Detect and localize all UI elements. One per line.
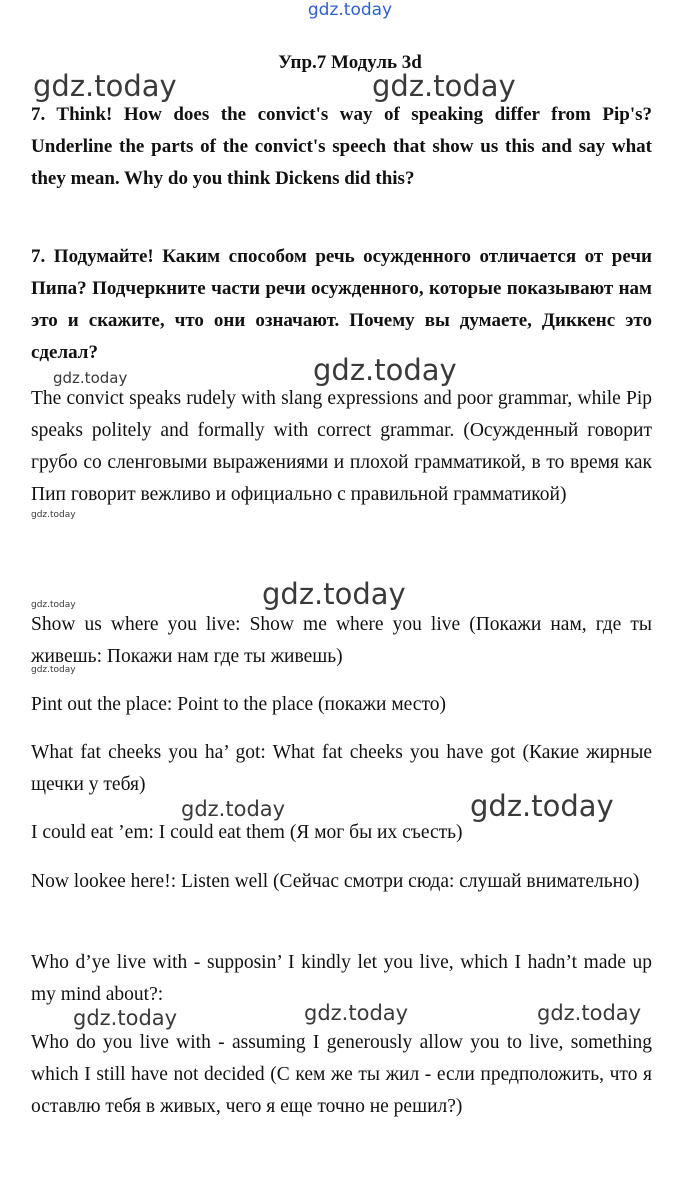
watermark: gdz.today bbox=[470, 789, 614, 823]
watermark: gdz.today bbox=[53, 369, 128, 387]
task-english: 7. Think! How does the convict's way of speaking differ from Pip's? Underline the parts of the convict's speech that show us this and say what they mean. Why do you think Dickens did this? bbox=[31, 104, 652, 189]
watermark: gdz.today bbox=[31, 600, 76, 610]
site-watermark-top: gdz.today bbox=[307, 0, 393, 20]
watermark: gdz.today bbox=[313, 353, 457, 387]
watermark: gdz.today bbox=[73, 1006, 178, 1030]
watermark: gdz.today bbox=[33, 69, 177, 103]
answer-item: Who d’ye live with - supposin’ I kindly let you live, which I hadn’t made up my mind about?: bbox=[31, 952, 652, 1005]
watermark: gdz.today bbox=[31, 665, 76, 675]
answer-item: I could eat ’em: I could eat them (Я мог бы их съесть) bbox=[31, 822, 463, 843]
watermark: gdz.today bbox=[31, 510, 76, 520]
watermark: gdz.today bbox=[181, 797, 286, 821]
answer-item: What fat cheeks you ha’ got: What fat cheeks you have got (Какие жирные щечки у тебя) bbox=[31, 742, 652, 795]
watermark: gdz.today bbox=[262, 577, 406, 611]
answer-item: Pint out the place: Point to the place (покажи место) bbox=[31, 694, 446, 715]
answer-item: Now lookee here!: Listen well (Сейчас смотри сюда: слушай внимательно) bbox=[31, 871, 640, 892]
answer-summary: The convict speaks rudely with slang expressions and poor grammar, while Pip speaks politely and formally with correct grammar. (Осужденный говорит грубо со сленговыми выражениями и плохой грамматикой, в то время как Пип говорит вежливо и официально с правильной грамматикой) bbox=[31, 388, 652, 505]
answer-item: Who do you live with - assuming I generously allow you to live, something which I still have not decided (С кем же ты жил - если предположить, что я оставлю тебя в живых, чего я еще точно не решил?) bbox=[31, 1032, 652, 1117]
watermark: gdz.today bbox=[372, 69, 516, 103]
task-russian: 7. Подумайте! Каким способом речь осужденного отличается от речи Пипа? Подчеркните части речи осужденного, которые показывают нам это и скажите, что они означают. Почему вы думаете, Диккенс это сделал? bbox=[31, 246, 652, 363]
watermark: gdz.today bbox=[304, 1001, 409, 1025]
watermark: gdz.today bbox=[537, 1001, 642, 1025]
page-title: Упр.7 Модуль 3d bbox=[278, 52, 422, 73]
answer-item: Show us where you live: Show me where you live (Покажи нам, где ты живешь: Покажи нам где ты живешь) bbox=[31, 614, 652, 667]
